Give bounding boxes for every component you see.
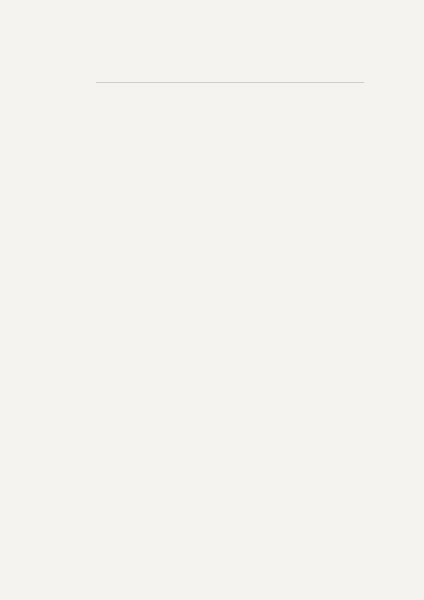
page-number [314, 432, 326, 468]
main-body-text [96, 84, 364, 464]
marginal-notes [96, 60, 364, 82]
header-divider [96, 82, 364, 83]
running-header [86, 278, 98, 448]
